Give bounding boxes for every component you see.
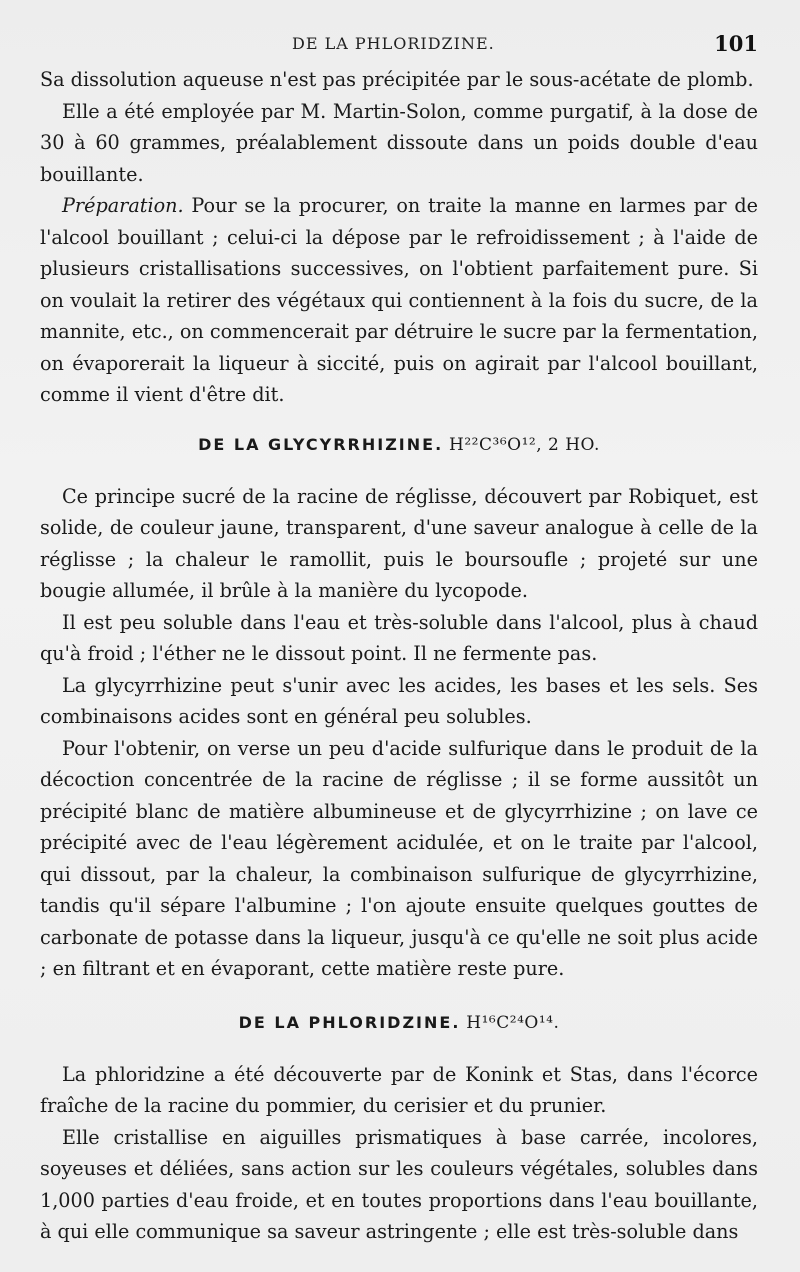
paragraph: Ce principe sucré de la racine de réglisse, découvert par Robiquet, est solide, de couleur jaune, transparent, d'une saveur analogue à celle de la réglisse ; la chaleur le ramollit, puis le boursoufle ; projeté sur une bougie allumée, il brûle à la manière du lycopode.	[40, 484, 758, 602]
page-number: 101	[714, 31, 758, 56]
page-body	[40, 64, 758, 1248]
running-title: DE LA PHLORIDZINE.	[292, 34, 495, 53]
heading-name: DE LA PHLORIDZINE.	[238, 1012, 461, 1032]
paragraph: Pour l'obtenir, on verse un peu d'acide sulfurique dans le produit de la décoction concentrée de la racine de réglisse ; il se forme aussitôt un précipité blanc de matière albumineuse et de glycyrrhizine ; on lave ce précipité avec de l'eau légèrement acidulée, et on le traite par l'alcool, qui dissout, par la chaleur, la combinaison sulfurique de glycyrrhizine, tandis qu'il sépare l'albumine ; l'on ajoute ensuite quelques gouttes de carbonate de potasse dans la liqueur, jusqu'à ce qu'elle ne soit plus acide ; en filtrant et en évaporant, cette matière reste pure.	[40, 736, 758, 980]
section-heading-glycyrrhizine	[40, 429, 758, 461]
preparation-paragraph	[40, 190, 758, 411]
heading-name: DE LA GLYCYRRHIZINE.	[198, 434, 444, 454]
paragraph: Sa dissolution aqueuse n'est pas précipitée par le sous-acétate de plomb.	[40, 68, 754, 91]
heading-formula: H¹⁶C²⁴O¹⁴.	[466, 1012, 560, 1033]
section-heading-phloridzine	[40, 1007, 758, 1039]
running-header	[40, 31, 758, 60]
paragraph: Elle a été employée par M. Martin-Solon, comme purgatif, à la dose de 30 à 60 grammes, préalablement dissoute dans un poids double d'eau bouillante.	[40, 99, 758, 186]
paragraph: La glycyrrhizine peut s'unir avec les acides, les bases et les sels. Ses combinaisons acides sont en général peu solubles.	[40, 673, 758, 728]
paragraph: La phloridzine a été découverte par de Konink et Stas, dans l'écorce fraîche de la racine du pommier, du cerisier et du prunier.	[40, 1062, 758, 1117]
heading-formula: H²²C³⁶O¹², 2 HO.	[449, 434, 600, 455]
paragraph: Elle cristallise en aiguilles prismatiques à base carrée, incolores, soyeuses et déliées, sans action sur les couleurs végétales, solubles dans 1,000 parties d'eau froide, et en toutes proportions dans l'eau bouillante, à qui elle communique sa saveur astringente ; elle est très-soluble dans	[40, 1125, 758, 1243]
preparation-label: Préparation.	[62, 194, 184, 217]
preparation-text: Pour se la procurer, on traite la manne en larmes par de l'alcool bouillant ; celui-ci la dépose par le refroidissement ; à l'aide de plusieurs cristallisations successives, on l'obtient parfaitement pure. Si on voulait la retirer des végétaux qui contiennent à la fois du sucre, de la mannite, etc., on commencerait par détruire le sucre par la fermentation, on évaporerait la liqueur à siccité, puis on agirait par l'alcool bouillant, comme il vient d'être dit.	[40, 194, 758, 406]
paragraph: Il est peu soluble dans l'eau et très-soluble dans l'alcool, plus à chaud qu'à froid ; l'éther ne le dissout point. Il ne fermente pas.	[40, 610, 758, 665]
